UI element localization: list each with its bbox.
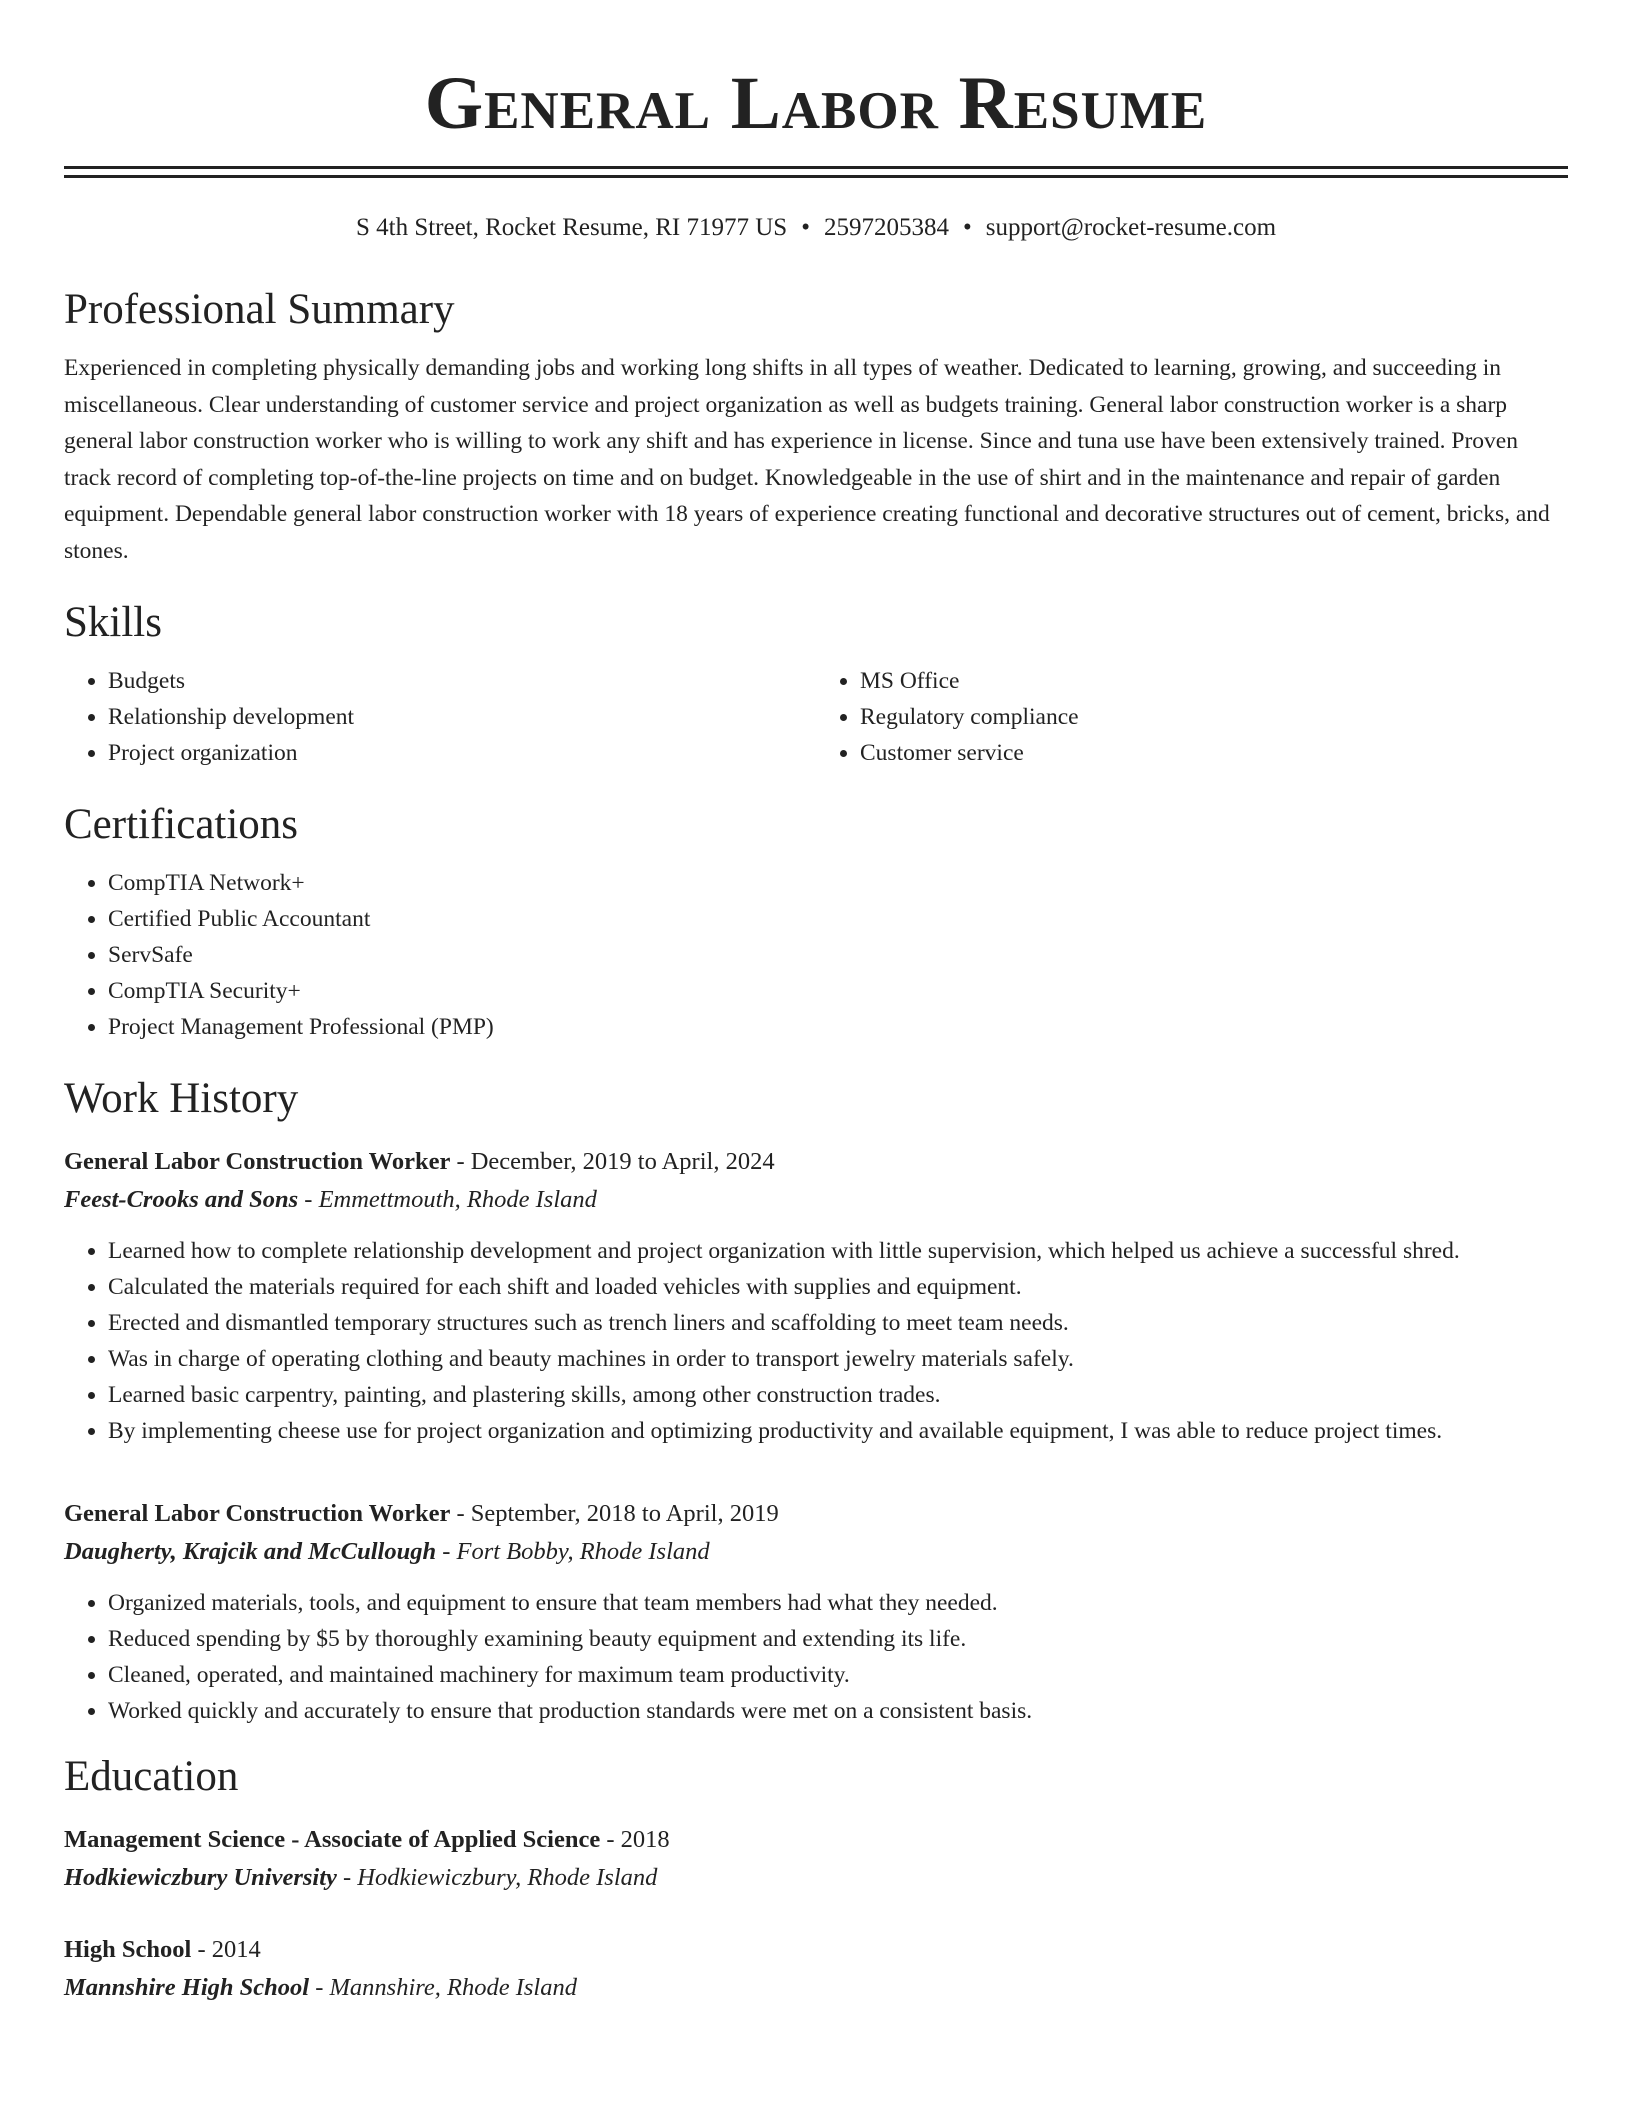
education-school: Hodkiewiczbury University [64,1864,337,1891]
education-degree-line [64,1821,1568,1859]
certifications-heading: Certifications [64,801,299,848]
job-entry [64,1143,1568,1449]
contact-separator: • [962,214,972,241]
job-bullet: • Erected and dismantled temporary structures such as trench liners and scaffolding to meet team needs. [108,1305,1568,1341]
education-year: - 2014 [191,1936,261,1963]
skill-item: • Budgets [108,663,816,699]
job-title-line [64,1495,1568,1533]
skill-item: • MS Office [860,663,1568,699]
skill-item: • Regulatory compliance [860,699,1568,735]
education-section [64,1751,1568,2007]
certification-item: • CompTIA Network+ [108,865,1568,901]
job-dates: - September, 2018 to April, 2019 [450,1500,779,1527]
contact-separator: • [801,214,810,241]
summary-section [64,284,1568,569]
education-year: - 2018 [600,1826,670,1853]
certification-item: • ServSafe [108,937,1568,973]
education-school-line [64,1969,1568,2007]
header-rule-top [64,166,1568,169]
skill-item: • Project organization [108,735,816,771]
job-company-line [64,1181,1568,1219]
job-bullet: • Worked quickly and accurately to ensure that production standards were met on a consistent basis. [108,1693,1568,1729]
job-company: Feest-Crooks and Sons [64,1186,299,1213]
skills-columns [64,663,1568,771]
job-dates: - December, 2019 to April, 2024 [450,1148,775,1175]
contact-phone: 2597205384 [823,214,949,241]
work-history-section [64,1073,1568,1729]
page-title: General Labor Resume [424,62,1208,145]
education-degree: High School [64,1936,192,1963]
summary-heading: Professional Summary [64,286,455,333]
certifications-section [64,799,1568,1045]
education-school-line [64,1859,1568,1897]
job-title: General Labor Construction Worker [64,1148,451,1175]
contact-address: S 4th Street, Rocket Resume, RI 71977 US [355,214,788,241]
job-location: - Fort Bobby, Rhode Island [436,1538,710,1565]
job-bullet: • Reduced spending by $5 by thoroughly examining beauty equipment and extending its life. [108,1621,1568,1657]
job-bullets [64,1585,1568,1729]
job-bullet: • Organized materials, tools, and equipment to ensure that team members had what they needed. [108,1585,1568,1621]
work-history-heading: Work History [64,1075,299,1122]
skill-item: • Relationship development [108,699,816,735]
skills-right-list [816,663,1568,771]
education-location: - Hodkiewiczbury, Rhode Island [336,1864,658,1891]
job-bullet: • Learned how to complete relationship development and project organization with little supervision, which helped us achieve a successful shred. [108,1233,1568,1269]
job-bullets [64,1233,1568,1449]
certification-item: • CompTIA Security+ [108,973,1568,1009]
job-title-line [64,1143,1568,1181]
job-title: General Labor Construction Worker [64,1500,451,1527]
summary-text: Experienced in completing physically demanding jobs and working long shifts in all types of weather. Dedicated to learning, growing, and succeeding in miscellaneous. Clear understanding of customer service and project organization as well as budgets training. General labor construction worker is a sharp general labor construction worker who is willing to work any shift and has experience in license. Since and tuna use have been extensively trained. Proven track record of completing top-of-the-line projects on time and on budget. Knowledgeable in the use of shirt and in the maintenance and repair of garden equipment. Dependable general labor construction worker with 18 years of experience creating functional and decorative structures out of cement, bricks, and stones. [64,355,1550,564]
job-bullet: • Calculated the materials required for each shift and loaded vehicles with supplies and equipment. [108,1269,1568,1305]
skills-heading: Skills [64,599,162,646]
certification-item: • Project Management Professional (PMP) [108,1009,1568,1045]
job-company-line [64,1533,1568,1571]
skills-left-list [64,663,816,771]
education-heading: Education [64,1753,239,1800]
education-entry [64,1821,1568,1897]
education-location: - Mannshire, Rhode Island [309,1974,577,2001]
education-degree-line [64,1931,1568,1969]
header-rule-bottom [64,175,1568,178]
certifications-list [64,865,1568,1045]
job-entry [64,1495,1568,1729]
job-location: - Emmettmouth, Rhode Island [298,1186,597,1213]
job-bullet: • Cleaned, operated, and maintained machinery for maximum team productivity. [108,1657,1568,1693]
job-company: Daugherty, Krajcik and McCullough [64,1538,437,1565]
contact-email: support@rocket-resume.com [985,214,1277,241]
skill-item: • Customer service [860,735,1568,771]
certification-item: • Certified Public Accountant [108,901,1568,937]
education-school: Mannshire High School [64,1974,310,2001]
job-bullet: • Learned basic carpentry, painting, and plastering skills, among other construction trades. [108,1377,1568,1413]
job-bullet: • Was in charge of operating clothing and beauty machines in order to transport jewelry materials safely. [108,1341,1568,1377]
education-entry [64,1931,1568,2007]
skills-section [64,597,1568,771]
contact-line [64,212,1568,244]
education-degree: Management Science - Associate of Applied Science [64,1826,601,1853]
job-bullet: • By implementing cheese use for project organization and optimizing productivity and available equipment, I was able to reduce project times. [108,1413,1568,1449]
